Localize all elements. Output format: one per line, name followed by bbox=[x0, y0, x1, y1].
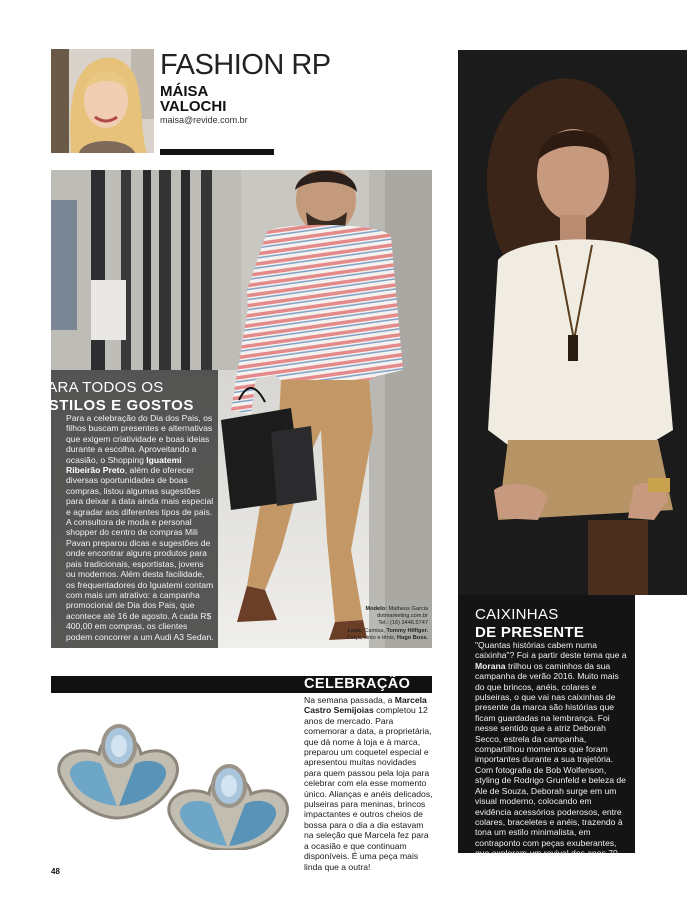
photo-credits bbox=[336, 606, 428, 642]
column-title: FASHION RP bbox=[160, 49, 331, 81]
earrings-photo bbox=[51, 700, 299, 850]
story-bottom-body-2: completou 12 anos de mercado. Para comemorar a data, a proprietária, que dá nome à loja e à marca, preparou um coquetel especial e apresentou muitas novidades para quem passou pela loja para celebrar com ela esse momento único. Alianças e anéis delicados, pulseiras para meninas, brincos impactantes e outros cheios de bossa para o dia a dia estavam na seleção que Marcela fez para a ocasião e que continuam disponíveis. É uma peça mais linda que a outra! bbox=[304, 705, 433, 872]
story-left-body-2: , além de oferecer diversas oportunidades de boas compras, listou algumas sugestões para deixar a data ainda mais especial e agradar aos diferentes tipos de pais. A consultora de moda e personal shopper do centro de compras Mili Pavan preparou dicas e sugestões de onde encontrar alguns produtos para pais tradicionais, esportistas, jovens ou modernos. Além desta facilidade, os frequentadores do Iguatemi contam com mais um atrativo: a campanha promocional de Dia dos Pais, que acontece até 16 de agosto. A cada R$ 400,00 em compras, os clientes podem concorrer a um Audi A3 Sedan. bbox=[66, 465, 214, 642]
story-left-body-bold: Iguatemi Ribeirão Preto bbox=[66, 454, 182, 476]
story-left-body bbox=[66, 413, 214, 642]
author-photo bbox=[51, 49, 154, 153]
credits-phone: Tel.: (16) 3446.5747 bbox=[378, 620, 428, 627]
credits-look-2: Calça, cinto e tênis, bbox=[346, 634, 397, 641]
story-right-body-2: trilhou os caminhos da sua campanha de verão 2016. Muito mais do que brincos, anéis, colares e pulseiras, o que vai nas caixinhas de presente da marca são histórias que ficam guardadas na lembrança. Foi nesse sentido que a atriz Deborah Secco, estrela da campanha, compartilhou momentos que foram importantes durante a sua trajetória. Com fotografia de Bob Wolfenson, styling de Rodrigo Grunfeld e beleza de Ale de Souza, Deborah surge em um visual moderno, colocando em evidência acessórios poderosos, entre colares, braceletes e anéis, trazendo à tona um estilo minimalista, em contraponto com peças exuberantes, que exploram um revival dos anos 70. bbox=[475, 660, 626, 859]
story-bottom-body bbox=[304, 695, 434, 872]
story-right-body-1: "Quantas histórias cabem numa caixinha"? Foi a partir deste tema que a bbox=[475, 640, 627, 661]
story-bottom-title: CELEBRAÇÃO bbox=[304, 676, 411, 692]
author-email[interactable]: maisa@revide.com.br bbox=[160, 115, 248, 125]
story-bottom-body-bold: Marcela Castro Semijoias bbox=[304, 695, 427, 716]
credits-look-1: Camisa, bbox=[362, 627, 387, 634]
story-right-body-bold: Morana bbox=[475, 660, 506, 671]
earring-right bbox=[169, 766, 288, 850]
story-left-title: ESTILOS E GOSTOS bbox=[38, 397, 195, 414]
story-right-kicker: CAIXINHAS bbox=[475, 606, 559, 623]
story-right-title: DE PRESENTE bbox=[475, 624, 585, 641]
campaign-photo bbox=[458, 50, 687, 595]
story-left-body-1: Para a celebração do Dia dos Pais, os filhos buscam presentes e alternativas que exigem criatividade e boas ideias durante a escolha. Aproveitando a ocasião, o Shopping bbox=[66, 413, 213, 465]
credits-look-label: Look: bbox=[347, 627, 363, 634]
story-right-body bbox=[475, 640, 629, 859]
title-underline bbox=[160, 149, 274, 155]
credits-model-name: Matheus Garcia bbox=[386, 606, 428, 612]
author-name bbox=[160, 84, 280, 114]
credits-model-label: Modelo: bbox=[365, 606, 387, 612]
page-number: 48 bbox=[51, 867, 60, 876]
credits-look-brand-1: Tommy Hilfiger. bbox=[386, 627, 428, 634]
author-name-line2: VALOCHI bbox=[160, 98, 227, 115]
story-bottom-body-1: Na semana passada, a bbox=[304, 695, 395, 705]
story-left-kicker: PARA TODOS OS bbox=[38, 379, 164, 396]
credits-look-brand-2: Hugo Boss. bbox=[396, 634, 428, 641]
author-name-line1: MÁISA bbox=[160, 83, 209, 100]
credits-agency: dotmarketing.com.br bbox=[377, 613, 428, 620]
earring-left bbox=[59, 726, 178, 818]
